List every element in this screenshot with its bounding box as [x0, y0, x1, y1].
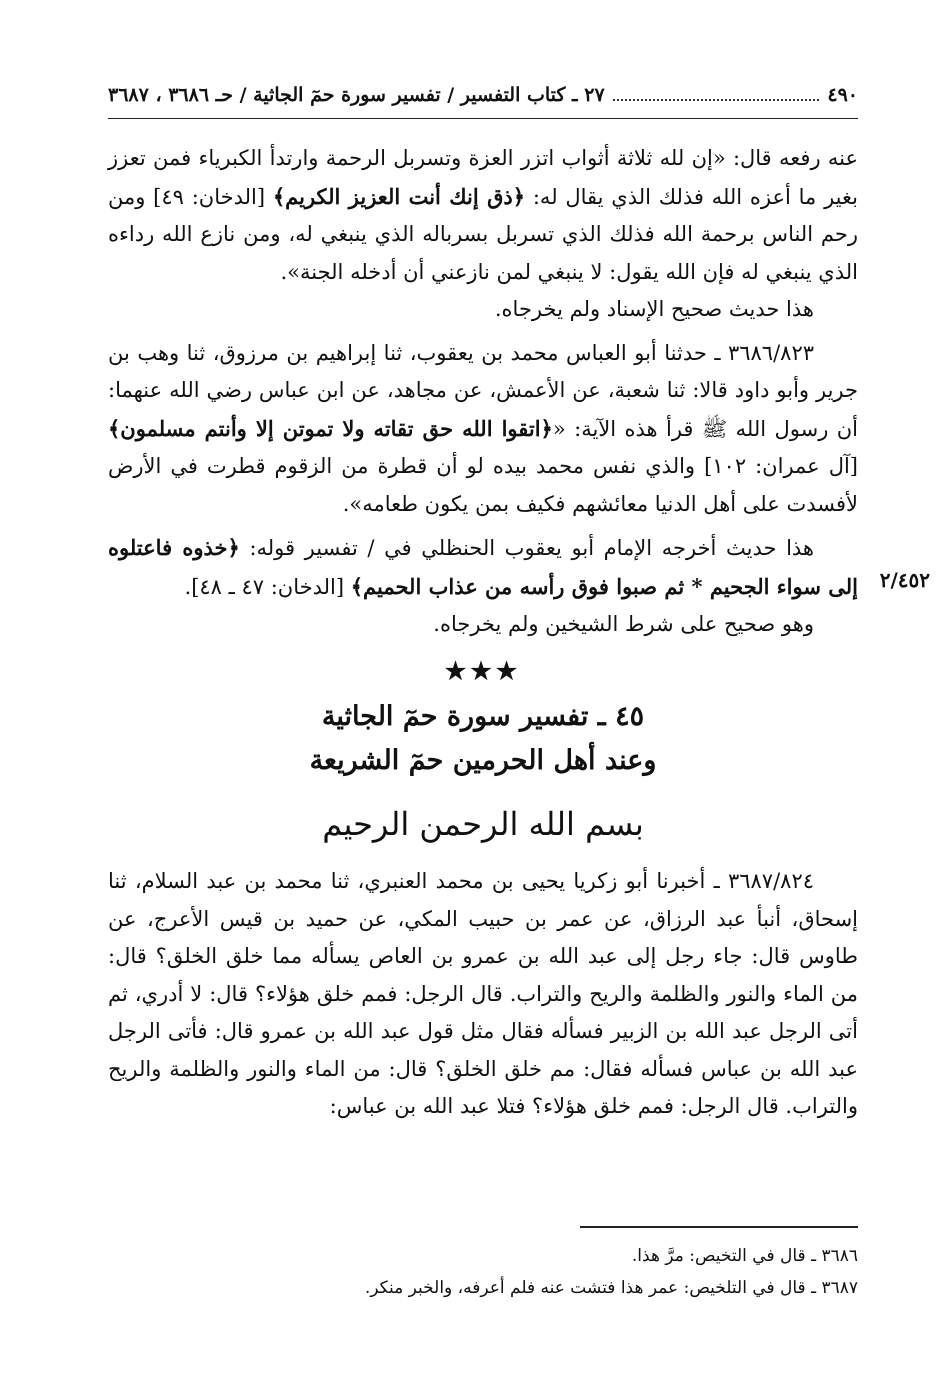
- grading-note: وهو صحيح على شرط الشيخين ولم يخرجاه.: [433, 612, 814, 636]
- quran-quote: ﴿اتقوا الله حق تقاته ولا تموتن إلا وأنتم مسلمون﴾: [108, 415, 553, 441]
- header-rule: [108, 118, 858, 119]
- page-number: ٤٩٠: [827, 84, 858, 106]
- footnote-3687: ٣٦٨٧ ـ قال في التلخيص: عمر هذا فتشت عنه فلم أعرفه، والخبر منكر.: [364, 1278, 858, 1298]
- basmala: بسم الله الرحمن الرحيم: [322, 805, 644, 843]
- sura-title-line-2: وعند أهل الحرمين حمٓ الشريعة: [309, 745, 657, 776]
- section-separator: ★★★: [444, 655, 522, 685]
- main-text: [108, 140, 858, 1126]
- margin-reference: ٢/٤٥٢: [879, 568, 930, 592]
- paragraph-hadith-continuation: عنه رفعه قال: «إن لله ثلاثة أثواب اتزر العزة وتسربل الرحمة وارتدأ الكبرياء فمن تعزز بغير ما أعزه الله فذلك الذي يقال له: ﴿ذق إنك أنت العزيز الكريم﴾ [الدخان: ٤٩] ومن رحم الناس برحمة الله فذلك الذي تسربل بسرباله الذي ينبغي له، ومن نازع الله رداءه الذي ينبغي له فإن الله يقول: لا ينبغي لمن نازعني أن أدخله الجنة».: [108, 146, 858, 284]
- hadith-3687: ٣٦٨٧/٨٢٤ ـ أخبرنا أبو زكريا يحيى بن محمد العنبري، ثنا محمد بن عبد السلام، ثنا إسحاق، أنبأ عبد الرزاق، عن عمر بن حبيب المكي، عن حميد بن قيس الأعرج، عن طاوس قال: جاء رجل إلى عبد الله بن عمرو بن العاص يسأله مما خلق الخلق؟ قال: من الماء والنور والظلمة والريح والتراب. قال الرجل: فمم خلق هؤلاء؟ قال: لا أدري، ثم أتى الرجل عبد الله بن الزبير فسأله فقال مثل قول عبد الله بن عمرو قال: فأتى الرجل عبد الله بن عباس فسأله فقال: مم خلق الخلق؟ قال: من الماء والنور والظلمة والريح والتراب. قال الرجل: فمم خلق هؤلاء؟ فتلا عبد الله بن عباس:: [108, 869, 858, 1118]
- footnote-3686: ٣٦٨٦ ـ قال في التخيص: مرَّ هذا.: [631, 1246, 858, 1266]
- header-dot-leader: [613, 99, 820, 101]
- page-header: [108, 84, 858, 106]
- running-title: ٢٧ ـ كتاب التفسير / تفسير سورة حمٓ الجاثية / حـ ٣٦٨٦ ، ٣٦٨٧: [108, 84, 605, 106]
- quran-quote: ﴿ذق إنك أنت العزيز الكريم﴾: [272, 183, 526, 209]
- hadith-number: ٣٦٨٦/٨٢٣ ـ: [714, 340, 814, 365]
- grading-note: هذا حديث صحيح الإسناد ولم يخرجاه.: [494, 297, 814, 321]
- hadith-number: ٣٦٨٧/٨٢٤ ـ: [713, 869, 814, 893]
- quran-quote: ﴿خذوه فاعتلوه إلى سواء الجحيم * ثم صبوا فوق رأسه من عذاب الحميم﴾: [108, 535, 858, 599]
- footnotes: [108, 1240, 858, 1304]
- footnote-rule: [580, 1226, 858, 1228]
- hadith-3686: ٣٦٨٦/٨٢٣ ـ حدثنا أبو العباس محمد بن يعقوب، ثنا إبراهيم بن مرزوق، ثنا وهب بن جرير وأبو داود قالا: ثنا شعبة، عن الأعمش، عن مجاهد، عن ابن عباس رضي الله عنهما: أن رسول الله ﷺ قرأ هذه الآية: «﴿اتقوا الله حق تقاته ولا تموتن إلا وأنتم مسلمون﴾ [آل عمران: ١٠٢] والذي نفس محمد بيده لو أن قطرة من الزقوم قطرت في الأرض لأفسدت على أهل الدنيا معائشهم فكيف بمن يكون طعامه».: [108, 340, 858, 516]
- sura-title-line-1: ٤٥ ـ تفسير سورة حمٓ الجاثية: [321, 701, 645, 732]
- commentary-paragraph: هذا حديث أخرجه الإمام أبو يعقوب الحنظلي في / تفسير قوله: ﴿خذوه فاعتلوه إلى سواء الجحيم * ثم صبوا فوق رأسه من عذاب الحميم﴾ [الدخان: ٤٧ ـ ٤٨].: [108, 535, 858, 599]
